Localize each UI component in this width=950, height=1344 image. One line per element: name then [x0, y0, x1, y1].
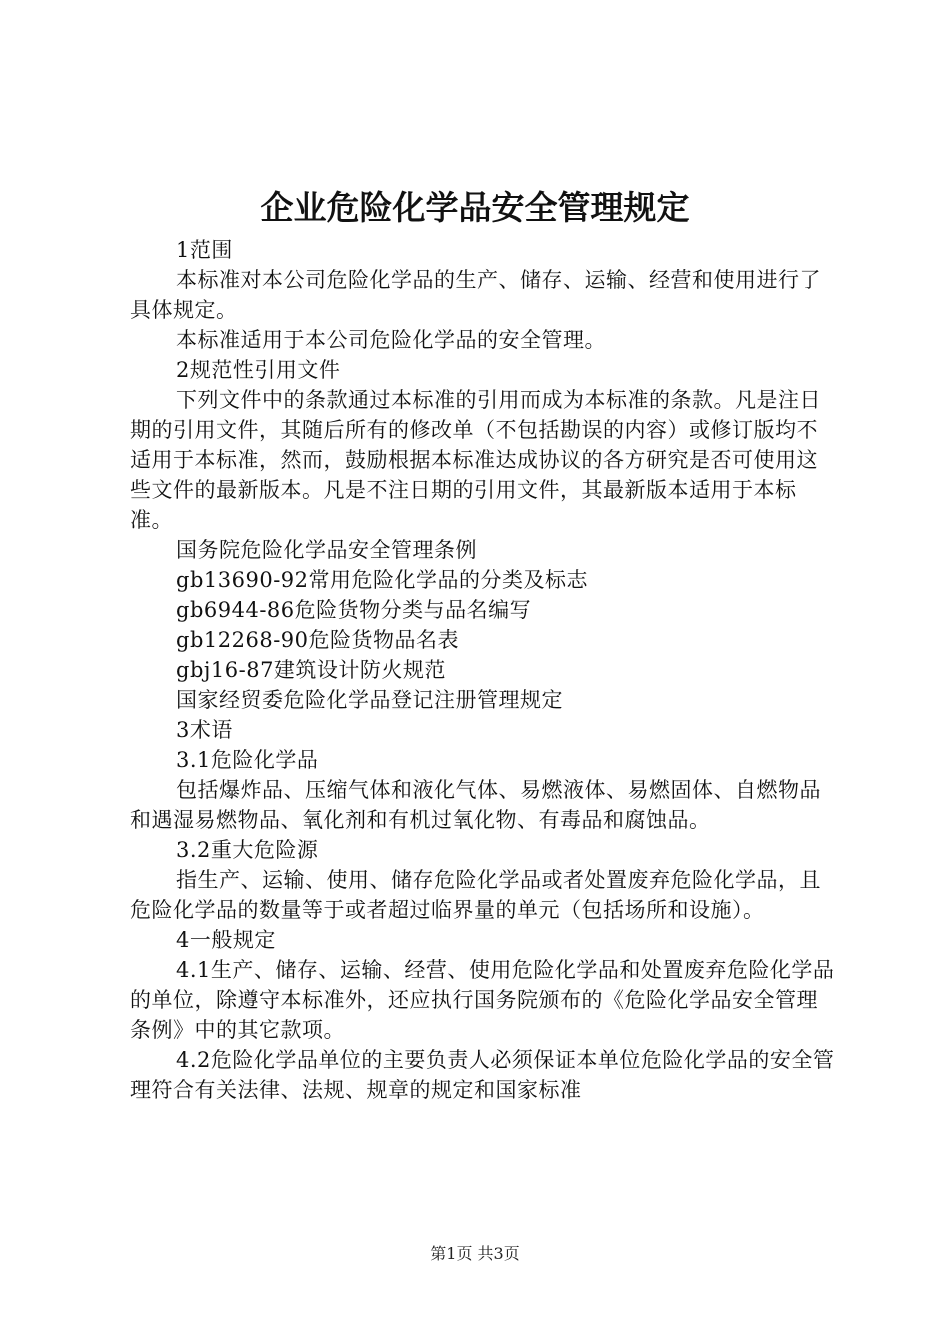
reference-item: 国家经贸委危险化学品登记注册管理规定 [176, 688, 563, 712]
section-heading-general: 4一般规定 [176, 928, 276, 952]
subsection-heading: 3.1危险化学品 [176, 748, 319, 772]
section-heading-references: 2规范性引用文件 [176, 358, 341, 382]
section-heading-terms: 3术语 [176, 718, 233, 742]
paragraph: 下列文件中的条款通过本标准的引用而成为本标准的条款。凡是注日期的引用文件，其随后所有的修改单（不包括勘误的内容）或修订版均不适用于本标准，然而，鼓励根据本标准达成协议的各方研究是否可使用这些文件的最新版本。凡是不注日期的引用文件，其最新版本适用于本标准。 [130, 388, 821, 532]
reference-item: gb13690-92常用危险化学品的分类及标志 [176, 568, 589, 592]
paragraph: 包括爆炸品、压缩气体和液化气体、易燃液体、易燃固体、自燃物品和遇湿易燃物品、氧化剂和有机过氧化物、有毒品和腐蚀品。 [130, 778, 821, 832]
document-title: 企业危险化学品安全管理规定 [260, 188, 690, 227]
paragraph: 本标准对本公司危险化学品的生产、储存、运输、经营和使用进行了具体规定。 [130, 268, 821, 322]
reference-item: gb12268-90危险货物品名表 [176, 628, 460, 652]
document-body [130, 235, 835, 1105]
reference-item: 国务院危险化学品安全管理条例 [176, 538, 477, 562]
section-heading-scope: 1范围 [176, 238, 233, 262]
reference-item: gbj16-87建筑设计防火规范 [176, 658, 446, 682]
paragraph: 4.2危险化学品单位的主要负责人必须保证本单位危险化学品的安全管理符合有关法律、法规、规章的规定和国家标准 [130, 1048, 835, 1102]
paragraph: 本标准适用于本公司危险化学品的安全管理。 [176, 328, 606, 352]
paragraph: 4.1生产、储存、运输、经营、使用危险化学品和处置废弃危险化学品的单位，除遵守本标准外，还应执行国务院颁布的《危险化学品安全管理条例》中的其它款项。 [130, 958, 835, 1042]
page-footer: 第1页 共3页 [430, 1244, 520, 1263]
paragraph: 指生产、运输、使用、储存危险化学品或者处置废弃危险化学品，且危险化学品的数量等于或者超过临界量的单元（包括场所和设施）。 [130, 868, 821, 922]
subsection-heading: 3.2重大危险源 [176, 838, 319, 862]
reference-item: gb6944-86危险货物分类与品名编写 [176, 598, 532, 622]
